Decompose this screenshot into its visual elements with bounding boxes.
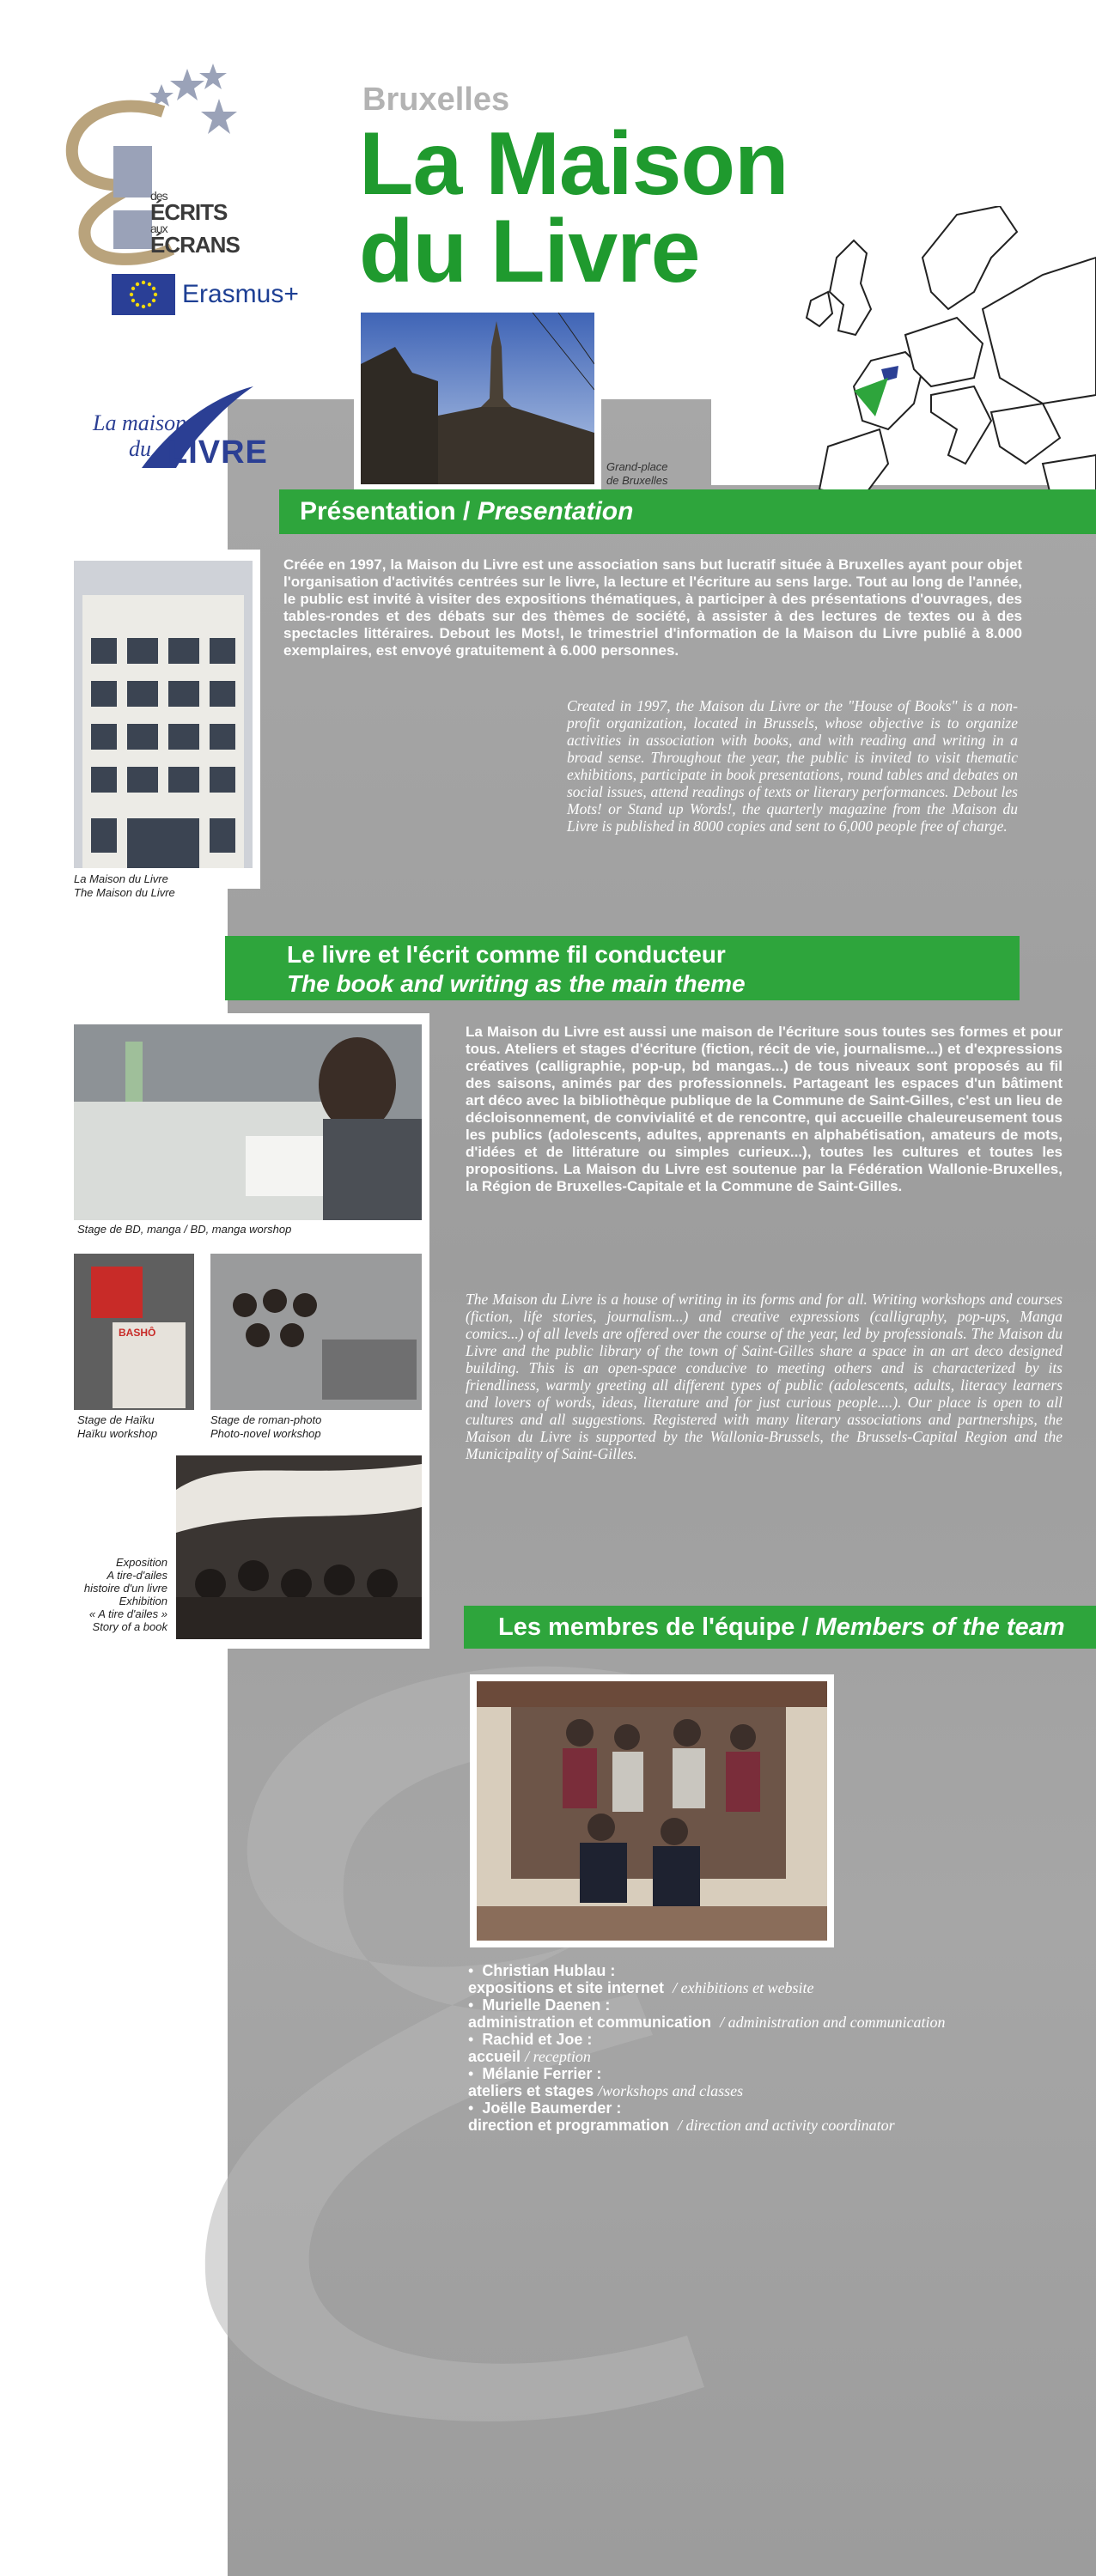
theme-text-fr: La Maison du Livre est aussi une maison de l'écriture sous toutes ses formes et pour tous. Ateliers et stages d'écriture (fiction, récit de vie, journalisme...) et d'expressions créatives (calligraphie, pop-up, bd mangas...) de tous niveaux sont proposés au fil des saisons, animés par des professionnels. Partageant les espaces d'un bâtiment art déco avec la bibliothèque publique de la Commune de Saint-Gilles, c'est un lieu de décloisonnement, de convivialité et de rencontre, qui accueille chaleureusement tous les publics (adolescents, adultes, apprenants en alphabétisation, amateurs de mots, d'idées et de littérature ou simples curieux...), toutes les cultures et toutes les propositions. La Maison du Livre est soutenue par la Fédération Wallonie-Bruxelles, la Région de Bruxelles-Capitale et la Commune de Saint-Gilles. bbox=[466, 1024, 1063, 1194]
maison-du-livre-building-photo bbox=[74, 561, 253, 868]
presentation-text-en: Created in 1997, the Maison du Livre or the "House of Books" is a non-profit organization, located in Brussels, whose objective is to organize activities in association with books, and with reading and writing in a broad sense. Throughout the year, the public is invited to visit thematic exhibitions, participate in book presentations, round tables and debates on social issues, attend readings of texts or literary performances. Debout les Mots! or Stand up Words!, the quarterly magazine from the Maison du Livre is published in 8000 copies and sent to 6,000 people free of charge. bbox=[567, 697, 1018, 835]
bd-manga-workshop-photo bbox=[74, 1024, 422, 1220]
bullet: • bbox=[468, 2031, 483, 2048]
haiku-book-title: BASHÔ bbox=[119, 1327, 156, 1339]
maison-logo-text: La maison bbox=[93, 410, 187, 435]
member-name: Christian Hublau : bbox=[482, 1962, 616, 1979]
erasmus-logo bbox=[112, 273, 299, 316]
section-heading-theme: Le livre et l'écrit comme fil conducteur The book and writing as the main theme bbox=[225, 936, 1020, 1000]
list-item bbox=[468, 2031, 1069, 2065]
grandplace-photo bbox=[361, 313, 594, 484]
list-item bbox=[468, 2099, 1069, 2134]
member-name: Mélanie Ferrier : bbox=[482, 2065, 602, 2082]
member-role-en: / administration and communication bbox=[720, 2014, 946, 2031]
page-title: La Maison du Livre bbox=[359, 114, 789, 301]
city-label: Bruxelles bbox=[362, 82, 510, 118]
haiku-caption: Stage de Haïku Haïku workshop bbox=[77, 1413, 158, 1440]
team-photo bbox=[477, 1681, 827, 1941]
maison-logo-text: LIVRE bbox=[167, 434, 268, 471]
maison-logo-text: du bbox=[129, 436, 151, 461]
member-role: expositions et site internet bbox=[468, 1979, 665, 1996]
exhibition-caption: Exposition A tire-d'ailes histoire d'un livre Exhibition « A tire d'ailes » Story of a book bbox=[83, 1556, 167, 1633]
section-heading-presentation: Présentation / Presentation bbox=[279, 489, 1096, 534]
member-role: ateliers et stages bbox=[468, 2082, 594, 2099]
member-role-en: / exhibitions et website bbox=[673, 1979, 814, 1996]
grandplace-caption: Grand-place de Bruxelles bbox=[606, 460, 668, 487]
ecrits-aux-ecrans-logo-text: des ÉCRITS aux ÉCRANS bbox=[150, 189, 240, 258]
theme-text-en: The Maison du Livre is a house of writing in its forms and for all. Writing workshops and courses (fiction, life stories, journalism...) and creative expressions (calligraphy, pop-ups, Manga comics...) of all levels are offered over the course of the year, led by professionals. The Maison du Livre and the public library of the town of Saint-Gilles share a space in an art deco designed building. This is an open-space conducive to meeting others and is characterized by its friendliness, warmly greeting all different types of public (adolescents, adults, literacy learners and lovers of words, ideas, literature and for just curious people....). Our place is open to all cultures and all suggestions. Registered with many literary associations and partnerships, the Maison du Livre is supported by the Wallonia-Brussels, the Brussels-Capital Region and the Municipality of Saint-Gilles. bbox=[466, 1291, 1063, 1462]
list-item bbox=[468, 2065, 1069, 2099]
roman-photo-caption: Stage de roman-photo Photo-novel workshop bbox=[210, 1413, 322, 1440]
section-heading-team: Les membres de l'équipe / Members of the team bbox=[464, 1606, 1096, 1649]
member-role-en: / direction and activity coordinator bbox=[678, 2117, 895, 2134]
member-role-en: / reception bbox=[525, 2048, 591, 2065]
presentation-text-fr: Créée en 1997, la Maison du Livre est une association sans but lucratif située à Bruxelles ayant pour objet l'organisation d'activités centrées sur le livre, la lecture et l'écriture au sens large. Tout au long de l'année, le public est invité à visiter des expositions thématiques, à participer à des présentations d'ouvrages, des tables-rondes et des débats sur des thèmes de société, à assister à des lectures de textes ou à des spectacles littéraires. Debout les Mots!, le trimestriel d'information de la Maison du Livre publié à 8.000 exemplaires, est envoyé gratuitement à 6.000 personnes. bbox=[283, 556, 1022, 659]
bullet: • bbox=[468, 2099, 483, 2117]
bullet: • bbox=[468, 2065, 483, 2082]
member-name: Joëlle Baumerder : bbox=[482, 2099, 622, 2117]
photo-novel-workshop-photo bbox=[210, 1254, 422, 1410]
member-role: administration et communication bbox=[468, 2014, 712, 2031]
bd-caption: Stage de BD, manga / BD, manga worshop bbox=[77, 1223, 292, 1236]
member-role-en: /workshops and classes bbox=[598, 2082, 744, 2099]
exhibition-photo bbox=[176, 1455, 422, 1639]
member-role: direction et programmation bbox=[468, 2117, 670, 2134]
bullet: • bbox=[468, 1996, 483, 2014]
maison-caption: La Maison du Livre The Maison du Livre bbox=[74, 872, 175, 899]
member-name: Rachid et Joe : bbox=[482, 2031, 593, 2048]
member-name: Murielle Daenen : bbox=[482, 1996, 611, 2014]
member-role: accueil bbox=[468, 2048, 521, 2065]
team-member-list bbox=[468, 1962, 1069, 2134]
erasmus-label: Erasmus+ bbox=[182, 280, 299, 308]
bullet: • bbox=[468, 1962, 483, 1979]
europe-map bbox=[759, 206, 1096, 532]
list-item bbox=[468, 1962, 1069, 1996]
eu-flag-icon bbox=[112, 274, 175, 315]
list-item bbox=[468, 1996, 1069, 2031]
